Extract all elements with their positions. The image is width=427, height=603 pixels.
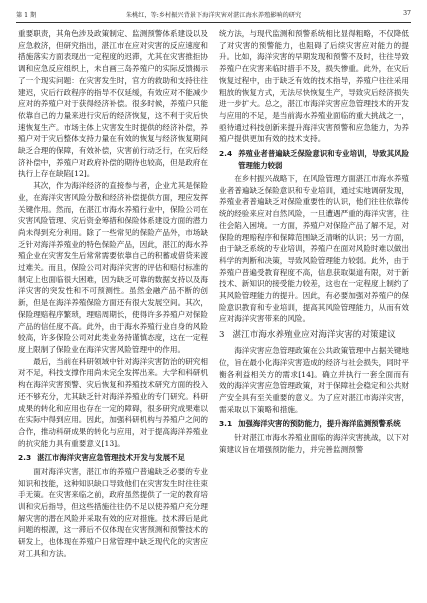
paragraph: 面对海洋灾害，湛江市的养殖户普遍缺乏必要的专业知识和技能，这种知识缺口导致他们在灾害发生时往往束手无策。在灾害来临之前，政府虽然提供了一定的教育培训和灾后指导，但这些措施往往仍不足以使养殖户充分理解灾害的潜在风险并采取有效的应对措施。技术滞后是此问题的根源，这一滞后不仅体现在灾害预测和预警技术的研发上，也体现在养殖户日常管理中缺乏现代化的灾害应对工具和方法。 bbox=[18, 466, 208, 558]
paragraph: 海洋灾害应急管理政策在公共政策管理中占据关键地位，旨在最小化海洋灾害造成的经济与社会损失，同时平衡各利益相关方的需求[14]。确立并执行一套全面而有效的海洋灾害应急管理政策，对于保障社会稳定和公共财产安全具有至关重要的意义。为了应对湛江市海洋灾害，需采取以下策略和措施。 bbox=[219, 346, 409, 414]
paragraph: 最后，当前在科研领域中针对海洋灾害防治的研究相对不足，科技支撑作用尚未完全发挥出来。大学和科研机构在海洋灾害预警、灾后恢复和养殖技术研究方面的投入还不够充分，尤其缺乏针对海洋养殖业的专门研究。科研成果的转化和应用也存在一定的障碍，很多研究成果难以在实际中得到应用。因此，加强科研机构与养殖户之间的合作，推动科研成果的转化与应用，对于提高海洋养殖业的抗灾能力具有重要意义[13]。 bbox=[18, 356, 208, 448]
section-number: 3.1 bbox=[219, 419, 233, 429]
paragraph: 统方法，与现代监测和预警系统相比显得粗略，不仅降低了对灾害的预警能力，也阻碍了后续灾害应对能力的提升。比如，海洋灾害的早期发现和预警不及时，往往导致养殖户在灾害来临时措手不及，损失惨重。此外，在灾后恢复过程中，由于缺乏有效的技术指导，养殖户往往采用粗放的恢复方式，无法尽快恢复生产，导致灾后经济损失进一步扩大。总之，湛江市海洋灾害应急管理技术的开发与应用的不足，是当前海水养殖业面临的重大挑战之一，亟待通过科技创新来提升海洋灾害预警和应急能力，为养殖户提供更加有效的技术支持。 bbox=[219, 29, 409, 144]
chapter-title: 湛江市海水养殖业应对海洋灾害的对策建议 bbox=[232, 330, 396, 341]
section-heading bbox=[18, 452, 208, 464]
section-number: 2.3 bbox=[18, 453, 32, 463]
paragraph: 在乡村振兴战略下，在风险管理方面湛江市海水养殖业者普遍缺乏保险意识和专业培训，通过实地调研发现，养殖业者普遍缺乏对保险重要性的认识，他们往往依靠传统的经验来应对自然风险，一旦遭遇严重的海洋灾害，往往会陷入困境。一方面，养殖户对保险产品了解不足，对保险的理赔程序和保障范围缺乏清晰的认识；另一方面，由于缺乏系统的专业培训，养殖户在面对风险时难以做出科学的判断和决策，导致风险管理能力较弱。此外，由于养殖户普遍受教育程度不高，信息获取渠道有限，对于新技术、新知识的接受能力较差，这也在一定程度上制约了其风险管理能力的提升。因此，有必要加强对养殖户的保险意识教育和专业培训，提高其风险管理能力，从而有效应对海洋灾害带来的风险。 bbox=[219, 174, 409, 324]
section-heading bbox=[219, 418, 409, 430]
issue-number: 第 1 期 bbox=[16, 12, 37, 19]
paragraph: 其次，作为海洋经济的直接参与者，企业尤其是保险业，在海洋灾害风险分散和经济补偿提供方面，理应发挥关键作用。然而，在湛江市海水养殖行业中，保险公司在灾害风险管理、灾后资金筹措和保险体系建设方面的潜力尚未得到充分利用。除了一些常见的保险产品外，市场缺乏针对海洋养殖业的特色保险产品，因此，湛江的海水养殖企业在灾害发生后常常需要依靠自己的积蓄或借贷来渡过难关。而且，保险公司对海洋灾害的评估和赔付标准的制定上也面临很大困难，因为缺乏可靠的数据支持以及海洋灾害的突发性和不可预测性。虽然金融产品不断的创新，但是在海洋养殖保险方面还有很大发展空间。其次，保险理赔程序繁琐，理赔周期长，使得许多养殖户对保险产品的信任度不高。此外，由于海水养殖行业自身的风险较高，许多保险公司对此类业务持谨慎态度，这在一定程度上限制了保险业在海洋灾害风险管理中的作用。 bbox=[18, 181, 208, 354]
running-header bbox=[16, 8, 411, 23]
section-title: 加强海洋灾害的预防能力，提升海洋监测预警系统 bbox=[238, 419, 401, 429]
page-number: 37 bbox=[403, 10, 411, 17]
right-column bbox=[219, 28, 409, 455]
paragraph: 重要职责，其角色涉及政策制定、监测预警体系建设以及应急救济，但研究指出，湛江市在应对灾害的反应速度和措施落实方面表现出一定程度的迟滞，尤其在灾害推拒协调和应急反应组织上，未自画三岛养殖户的实际反馈揭示了一个现实问题：在灾害发生时，官方的救助和支持往往建迟，灾后行政程序的指导不仅延缓，有效应对不能减少应对的养殖户对于获得经济补偿。很多时候，养殖户只能依靠自己的力量来进行灾后的经济恢复，这不利于灾后快速恢复生产。市场主体上灾害发生时提供的经济补偿，养殖户对于灾后整体支持力量在有效的恢复与经济恢复期间缺乏合理的保障，有效补偿，灾害前行动乏行，在灾后经济补偿中，养殖户对政府补偿的期待也较高，但是政府在执行上存在缺陷[12]。 bbox=[18, 29, 208, 179]
section-title: 湛江市海洋灾害应急管理技术开发与发展不足 bbox=[37, 453, 185, 463]
running-title: 朱桃红，等:乡村振兴背景下海洋灾害对湛江海水养殖影响的研究 bbox=[125, 12, 302, 19]
section-heading bbox=[219, 148, 409, 171]
paragraph: 针对湛江市海水养殖业面临的海洋灾害挑战，以下对策建议旨在增强预防能力，并完善监测预警 bbox=[219, 432, 409, 454]
chapter-number: 3 bbox=[219, 330, 225, 341]
chapter-heading bbox=[219, 329, 409, 342]
left-column bbox=[18, 28, 208, 559]
section-title: 养殖业者普遍缺乏保险意识和专业培训，导致其风险管理能力较弱 bbox=[238, 149, 409, 170]
section-number: 2.4 bbox=[219, 149, 233, 159]
